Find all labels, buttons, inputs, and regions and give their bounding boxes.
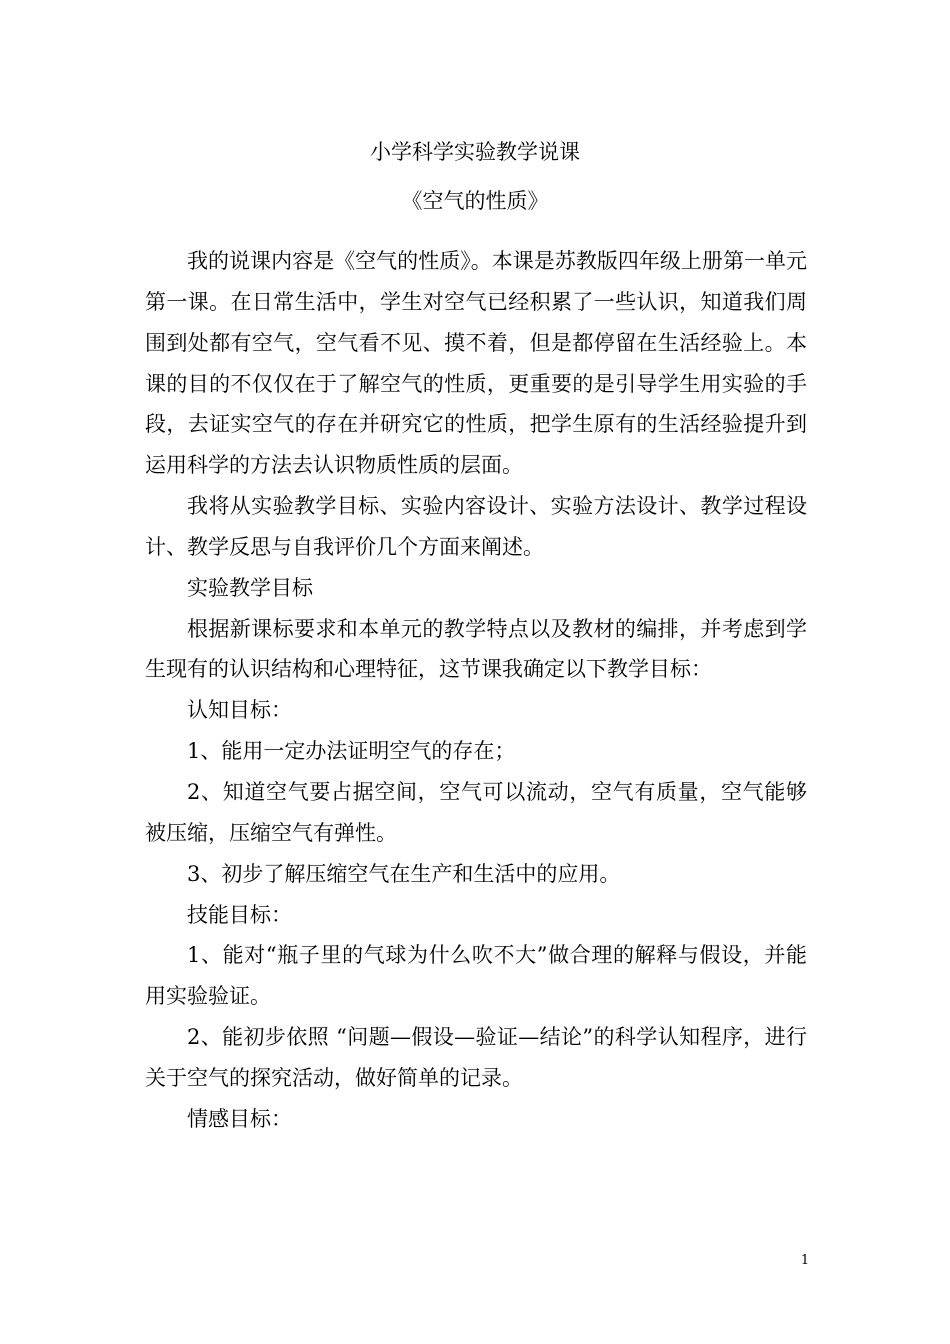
document-body: [145, 241, 807, 1140]
subheading-skill: 技能目标：: [187, 902, 292, 927]
subheading-emotion: 情感目标：: [187, 1106, 292, 1131]
list-item-skill-2: 2、能初步依照 “问题—假设—验证—结论”的科学认知程序，进行关于空气的探究活动，做好简单的记录。: [145, 1025, 807, 1090]
list-item-cognitive-3: 3、初步了解压缩空气在生产和生活中的应用。: [187, 861, 621, 886]
paragraph-objectives-basis: 根据新课标要求和本单元的教学特点以及教材的编排，并考虑到学生现有的认识结构和心理特征，这节课我确定以下教学目标：: [145, 616, 807, 682]
list-item-cognitive-2: 2、知道空气要占据空间，空气可以流动，空气有质量，空气能够被压缩，压缩空气有弹性。: [145, 779, 807, 845]
page-number: 1: [800, 1253, 810, 1268]
subheading-cognitive: 认知目标：: [187, 698, 292, 723]
document-subtitle: 《空气的性质》: [401, 189, 549, 213]
paragraph-outline: 我将从实验教学目标、实验内容设计、实验方法设计、教学过程设计、教学反思与自我评价几个方面来阐述。: [145, 494, 807, 559]
list-item-cognitive-1: 1、能用一定办法证明空气的存在；: [187, 739, 516, 764]
section-heading-objectives: 实验教学目标: [187, 575, 313, 600]
list-item-skill-1: 1、能对“瓶子里的气球为什么吹不大”做合理的解释与假设，并能用实验验证。: [145, 943, 807, 1009]
paragraph-intro: 我的说课内容是《空气的性质》。本课是苏教版四年级上册第一单元第一课。在日常生活中，学生对空气已经积累了一些认识，知道我们周围到处都有空气，空气看不见、摸不着，但是都停留在生活经验上。本课的目的不仅仅在于了解空气的性质，更重要的是引导学生用实验的手段，去证实空气的存在并研究它的性质，把学生原有的生活经验提升到运用科学的方法去认识物质性质的层面。: [145, 249, 807, 478]
document-title: 小学科学实验教学说课: [370, 140, 580, 164]
